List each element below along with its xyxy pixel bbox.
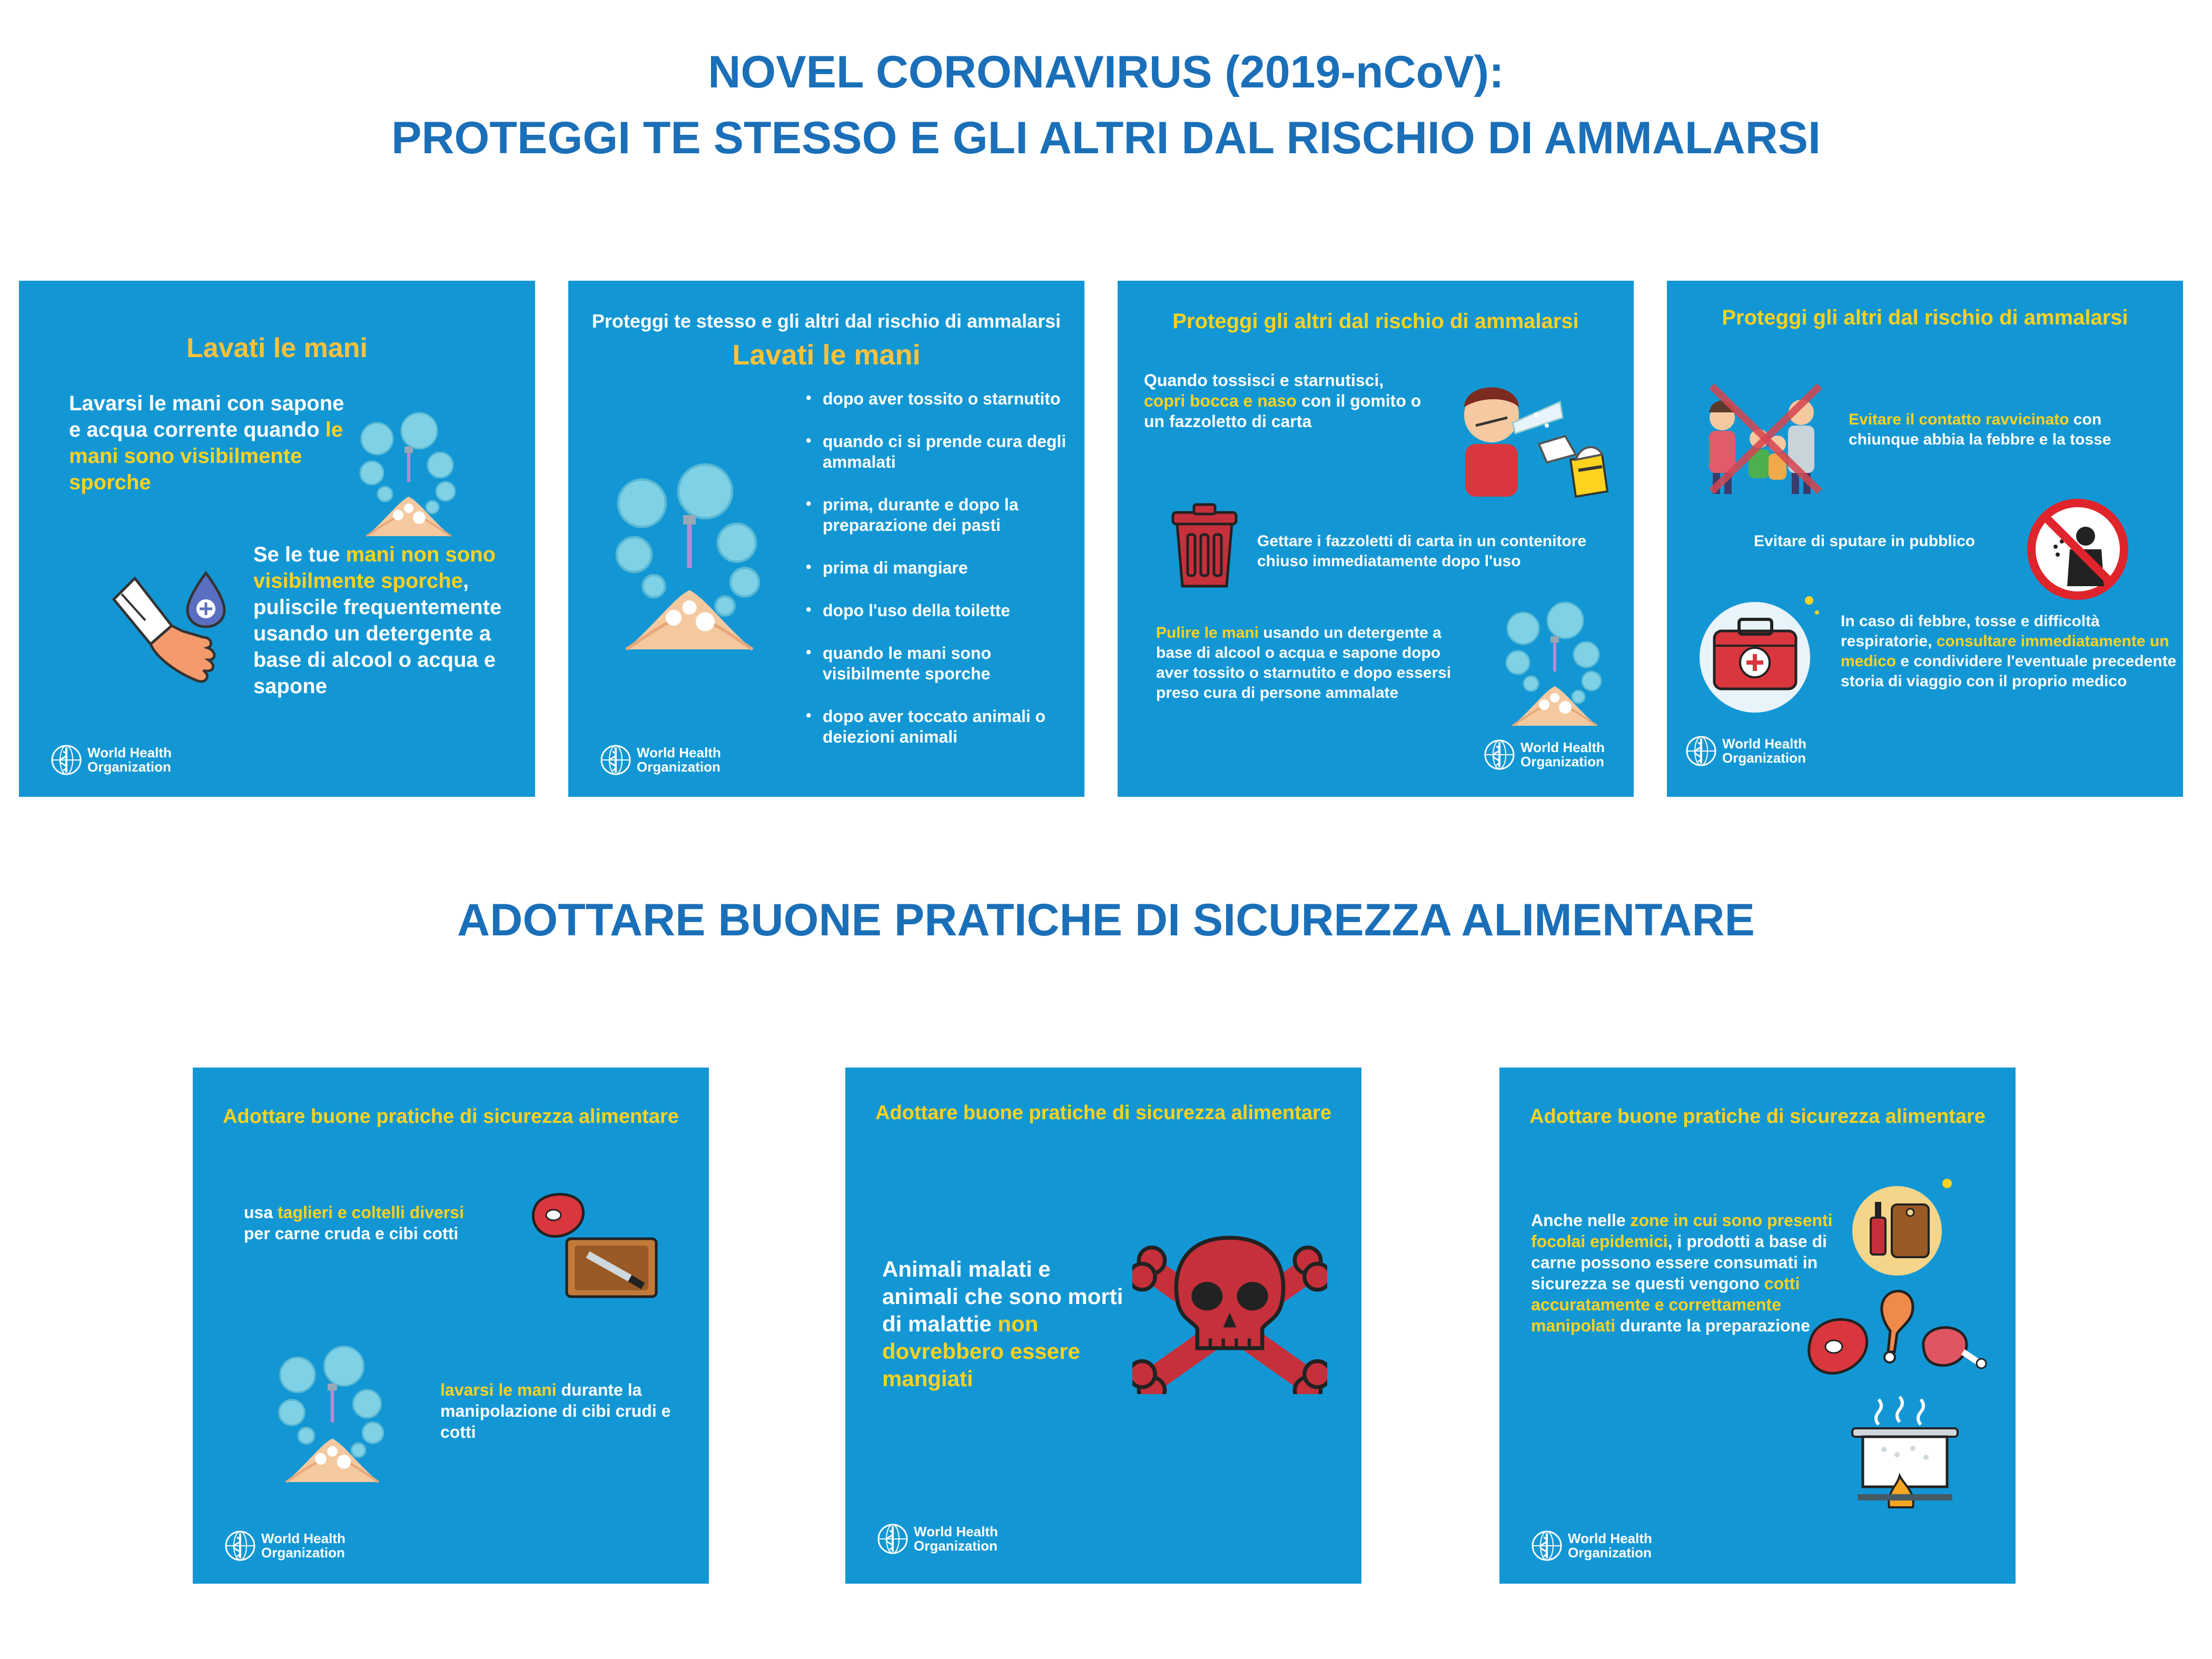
card-title: Adottare buone pratiche di sicurezza alimentare <box>1529 1105 1986 1128</box>
card-protect-others-contact <box>1667 281 2183 797</box>
skull-crossbones-icon <box>1132 1231 1327 1394</box>
card-title: Proteggi gli altri dal rischio di ammalarsi <box>1722 306 2128 329</box>
card-text-2: lavarsi le mani durante la manipolazione di cibi crudi e cotti <box>440 1380 671 1441</box>
who-emblem-icon <box>1685 735 1717 767</box>
first-aid-kit-icon <box>1691 589 1828 715</box>
card-text-1: Lavarsi le mani con sapone e acqua corrente quando le mani sono visibilmente sporche <box>69 392 344 494</box>
card-food-cook-meat <box>1499 1068 2016 1584</box>
list-item: • dopo l'uso della toilette <box>803 600 1071 621</box>
card-wash-hands <box>19 281 535 797</box>
who-logo: World Health Organization <box>1484 739 1605 771</box>
list-item: • prima di mangiare <box>803 558 1071 578</box>
card-protect-others-cough <box>1118 281 1634 797</box>
list-item: • prima, durante e dopo la preparazione dei pasti <box>803 495 1071 536</box>
kitchen-tools-icon <box>1847 1173 1958 1278</box>
meat-cutting-board-icon <box>525 1186 661 1302</box>
who-emblem-icon <box>600 744 631 776</box>
card-text-1: Quando tossisci e starnutisci, copri bocca e naso con il gomito o un fazzoletto di carta <box>1144 371 1421 431</box>
section-title-food-safety: ADOTTARE BUONE PRATICHE DI SICUREZZA ALIMENTARE <box>457 895 1755 945</box>
page-title-line2: PROTEGGI TE STESSO E GLI ALTRI DAL RISCHIO DI AMMALARSI <box>391 113 1821 163</box>
cooking-pot-icon <box>1842 1391 1968 1513</box>
who-logo: World Health Organization <box>51 744 172 776</box>
card-title: Lavati le mani <box>732 339 921 371</box>
card-food-sick-animals <box>845 1068 1361 1584</box>
card-subtitle: Proteggi te stesso e gli altri dal rischio di ammalarsi <box>591 310 1061 332</box>
who-emblem-icon <box>224 1530 256 1562</box>
who-logo: World Health Organization <box>1531 1530 1652 1562</box>
who-logo: World Health Organization <box>224 1530 345 1562</box>
bullet-list <box>803 389 1071 769</box>
who-logo: World Health Organization <box>1685 735 1806 767</box>
handwash-icon <box>274 1334 390 1492</box>
trash-bin-icon <box>1168 502 1241 591</box>
card-wash-hands-when <box>568 281 1084 797</box>
who-emblem-icon <box>877 1523 908 1555</box>
sneezing-person-icon <box>1444 365 1613 502</box>
list-item: • quando ci si prende cura degli ammalati <box>803 431 1071 472</box>
list-item: • dopo aver toccato animali o deiezioni animali <box>803 706 1071 747</box>
who-emblem-icon <box>51 744 82 776</box>
meat-icon <box>1800 1283 1989 1389</box>
who-logo: World Health Organization <box>877 1523 998 1555</box>
handwash-icon <box>610 455 768 655</box>
who-emblem-icon <box>1484 739 1515 771</box>
page-title-line1: NOVEL CORONAVIRUS (2019-nCoV): <box>708 47 1504 97</box>
no-spitting-icon <box>2025 497 2130 602</box>
card-text-1: Evitare il contatto ravvicinato con chiunque abbia la febbre e la tosse <box>1849 411 2111 448</box>
card-text-3: In caso di febbre, tosse e difficoltà respiratorie, consultare immediatamente un medico e condividere l'eventuale precedente storia di viaggio con il proprio medico <box>1841 613 2177 690</box>
card-text-1: Anche nelle zone in cui sono presenti focolai epidemici, i prodotti a base di carne possono essere consumati in sicurezza se questi vengono cotti accuratamente e correttamente manipolati durante la preparazione <box>1531 1211 1833 1335</box>
list-item: • quando le mani sono visibilmente sporche <box>803 643 1071 684</box>
card-text-1: usa taglieri e coltelli diversi per carne cruda e cibi cotti <box>244 1203 464 1243</box>
handwash-icon <box>1502 597 1607 728</box>
card-title: Lavati le mani <box>186 333 368 363</box>
who-emblem-icon <box>1531 1530 1563 1562</box>
card-food-cutting-boards <box>193 1068 709 1584</box>
card-text-3: Pulire le mani usando un detergente a base di alcool o acqua e sapone dopo aver tossito o starnutito e dopo essersi preso cura di persone ammalate <box>1156 624 1451 702</box>
handwash-icon <box>356 407 461 539</box>
card-title: Proteggi gli altri dal rischio di ammalarsi <box>1172 310 1579 333</box>
card-text-2: Evitare di sputare in pubblico <box>1754 532 1976 550</box>
card-text-2: Gettare i fazzoletti di carta in un contenitore chiuso immediatamente dopo l'uso <box>1257 532 1587 570</box>
hand-sanitizer-icon <box>108 568 235 689</box>
list-item: • dopo aver tossito o starnutito <box>803 389 1071 409</box>
who-logo: World Health Organization <box>600 744 721 776</box>
card-title: Adottare buone pratiche di sicurezza alimentare <box>875 1102 1331 1124</box>
card-text-2: Se le tue mani non sono visibilmente sporche, puliscile frequentemente usando un detergente a base di alcool o acqua e sapone <box>253 543 502 698</box>
card-title: Adottare buone pratiche di sicurezza alimentare <box>223 1105 679 1128</box>
card-text-1: Animali malati e animali che sono morti di malattie non dovrebbero essere mangiati <box>882 1257 1123 1391</box>
no-contact-icon <box>1701 381 1828 497</box>
